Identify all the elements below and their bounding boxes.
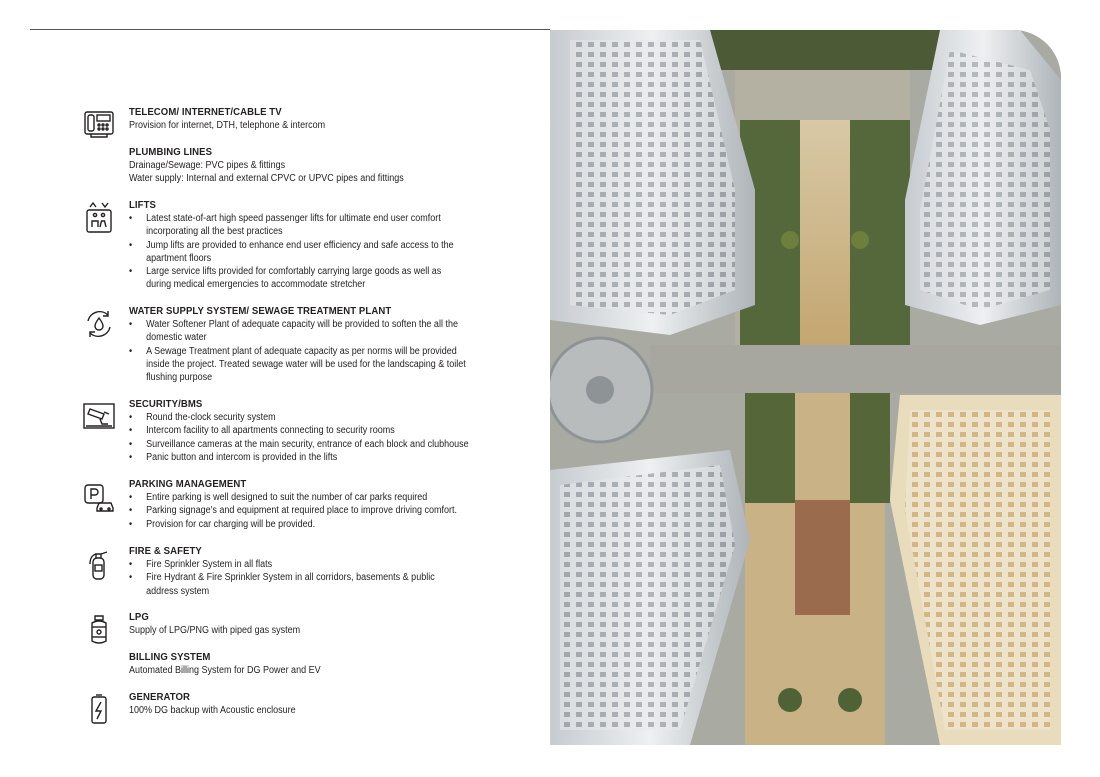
- intercom-phone-icon: [80, 106, 118, 144]
- fire-safety-bullet-continuation: address system: [146, 585, 210, 597]
- plumbing-drainage-line: [129, 159, 471, 172]
- water-supply-bullet: • A Sewage Treatment plant of adequate capacity as per norms will be provided: [129, 345, 488, 358]
- billing-section: [80, 651, 509, 677]
- security-bullet: • Intercom facility to all apartments connecting to security rooms: [129, 424, 488, 437]
- elevator-icon: [80, 199, 118, 237]
- lifts-bullet: • Large service lifts provided for comfortably carrying large goods as well as: [129, 265, 488, 278]
- lpg-section: [80, 611, 509, 637]
- fire-safety-bullet: • Fire Sprinkler System in all flats: [129, 558, 488, 571]
- water-supply-bullet-list: [129, 318, 528, 384]
- telecom-section: [80, 106, 509, 132]
- water-supply-bullet-continuation: flushing purpose: [146, 372, 213, 384]
- plumbing-section: [80, 146, 509, 186]
- gas-cylinder-icon: [80, 611, 118, 649]
- billing-heading: BILLING SYSTEM: [129, 652, 211, 663]
- cctv-camera-icon: [80, 398, 118, 436]
- battery-power-icon: [80, 691, 118, 729]
- water-supply-heading: WATER SUPPLY SYSTEM/ SEWAGE TREATMENT PLANT: [129, 306, 392, 317]
- lifts-bullet: • Jump lifts are provided to enhance end user efficiency and safe access to the: [129, 239, 488, 252]
- billing-text: Automated Billing System for DG Power and EV: [129, 665, 321, 676]
- water-recycle-icon: [80, 305, 118, 343]
- drainage-text: PVC pipes & fittings: [203, 160, 286, 171]
- fire-safety-bullet-list: [129, 558, 528, 598]
- lifts-heading: LIFTS: [129, 200, 157, 211]
- fire-extinguisher-icon: [80, 545, 118, 583]
- security-section: [80, 398, 528, 464]
- security-bullet: • Round the-clock security system: [129, 411, 488, 424]
- water-supply-bullet-continuation: inside the project. Treated sewage water will be used for the landscaping & toilet: [146, 358, 466, 370]
- lifts-bullet-list: [129, 212, 528, 292]
- security-bullet: • Surveillance cameras at the main security, entrance of each block and clubhouse: [129, 438, 488, 451]
- telecom-text: Provision for internet, DTH, telephone & intercom: [129, 120, 326, 131]
- fire-safety-heading: FIRE & SAFETY: [129, 546, 202, 557]
- security-bullet-list: [129, 411, 528, 464]
- top-divider-line: [30, 29, 550, 30]
- lifts-bullet: • Latest state-of-art high speed passenger lifts for ultimate end user comfort: [129, 212, 488, 225]
- lpg-text: Supply of LPG/PNG with piped gas system: [129, 625, 301, 636]
- generator-heading: GENERATOR: [129, 692, 191, 703]
- telecom-heading: TELECOM/ INTERNET/CABLE TV: [129, 107, 282, 118]
- parking-section: [80, 478, 528, 531]
- lifts-bullet-continuation: apartment floors: [146, 252, 212, 264]
- parking-bullet: • Provision for car charging will be provided.: [129, 518, 488, 531]
- lifts-bullet-continuation: during medical emergencies to accommodate stretcher: [146, 279, 366, 291]
- water-supply-text: Internal and external CPVC or UPVC pipes and fittings: [183, 173, 404, 185]
- parking-heading: PARKING MANAGEMENT: [129, 479, 247, 490]
- fire-safety-bullet: • Fire Hydrant & Fire Sprinkler System in all corridors, basements & public: [129, 571, 488, 584]
- generator-text: 100% DG backup with Acoustic enclosure: [129, 705, 296, 716]
- lifts-section: [80, 199, 528, 292]
- security-bullet: • Panic button and intercom is provided in the lifts: [129, 451, 488, 464]
- plumbing-water-line: [129, 172, 471, 185]
- water-supply-bullet: • Water Softener Plant of adequate capacity will be provided to soften the all the: [129, 318, 488, 331]
- lifts-bullet-continuation: incorporating all the best practices: [146, 226, 283, 238]
- plumbing-heading: PLUMBING LINES: [129, 147, 213, 158]
- parking-bullet-list: [129, 491, 528, 531]
- water-supply-section: [80, 305, 528, 384]
- fire-safety-section: [80, 545, 528, 598]
- security-heading: SECURITY/BMS: [129, 399, 203, 410]
- lpg-heading: LPG: [129, 612, 149, 623]
- drainage-label: Drainage/Sewage:: [129, 160, 204, 171]
- parking-bullet: • Parking signage's and equipment at required place to improve driving comfort.: [129, 504, 488, 517]
- parking-bullet: • Entire parking is well designed to suit the number of car parks required: [129, 491, 488, 504]
- generator-section: [80, 691, 509, 717]
- aerial-view-image: [550, 30, 1061, 745]
- water-supply-bullet-continuation: domestic water: [146, 332, 207, 344]
- parking-car-icon: [80, 478, 118, 516]
- water-supply-label: Water supply:: [129, 173, 184, 185]
